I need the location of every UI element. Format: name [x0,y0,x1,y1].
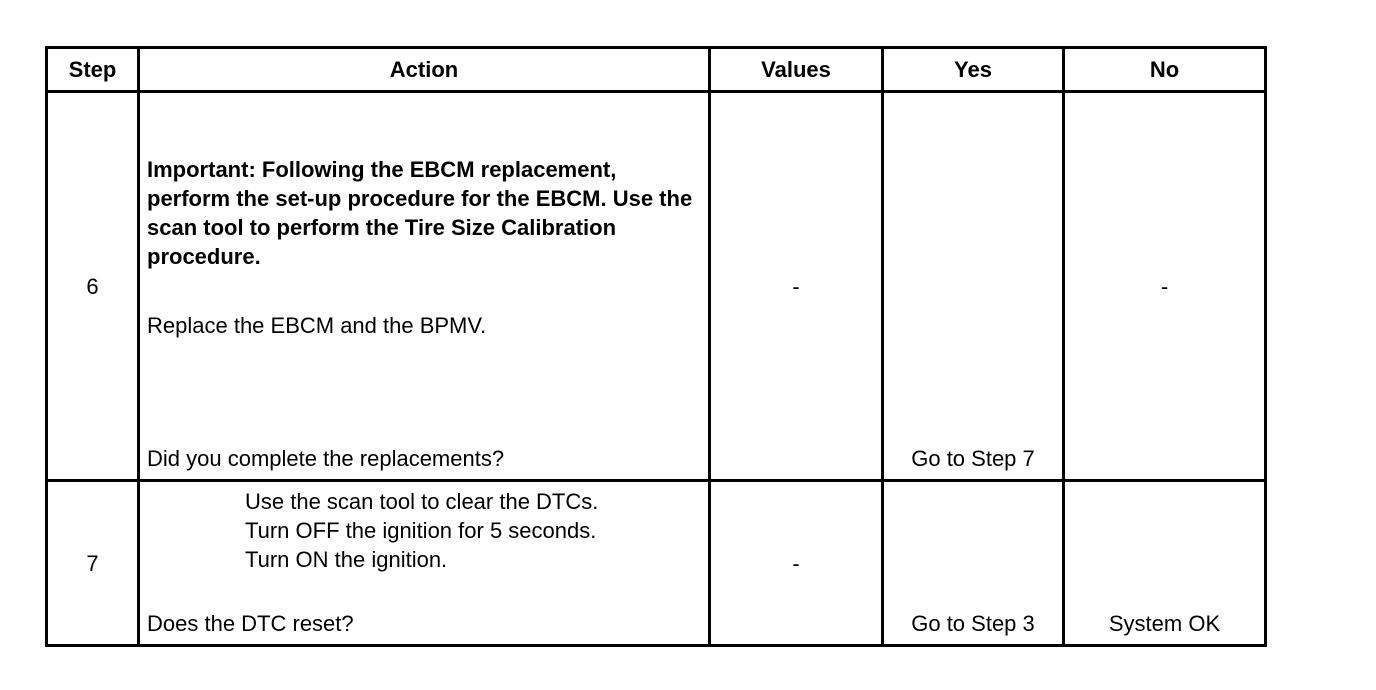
header-no: No [1065,49,1264,93]
no-cell: - [1065,93,1264,482]
values-cell: - [711,93,884,482]
no-cell: System OK [1108,611,1221,636]
important-note: Important: Following the EBCM replacement, perform the set-up procedure for the EBCM. Use the scan tool to perform the Tire Size Calibration procedure. [147,157,693,269]
table-row [48,482,1264,644]
header-step: Step [48,49,140,93]
values-cell: - [711,482,884,644]
action-cell [140,93,711,482]
action-cell [140,482,711,644]
step-number: 7 [48,482,140,644]
action-question: Did you complete the replacements? [147,446,505,471]
action-step: Use the scan tool to clear the DTCs. [245,489,599,514]
action-steps [147,487,704,574]
header-row [48,49,1264,93]
table-row [48,93,1264,482]
header-values: Values [711,49,884,93]
action-question: Does the DTC reset? [147,611,354,636]
action-step: Turn ON the ignition. [245,547,448,572]
header-action: Action [140,49,711,93]
diagnostic-table [45,46,1267,647]
yes-cell: Go to Step 7 [884,93,1065,482]
step-number: 6 [48,93,140,482]
header-yes: Yes [884,49,1065,93]
action-step: Turn OFF the ignition for 5 seconds. [245,518,597,543]
yes-cell: Go to Step 3 [884,482,1065,644]
action-instruction: Replace the EBCM and the BPMV. [147,313,487,338]
